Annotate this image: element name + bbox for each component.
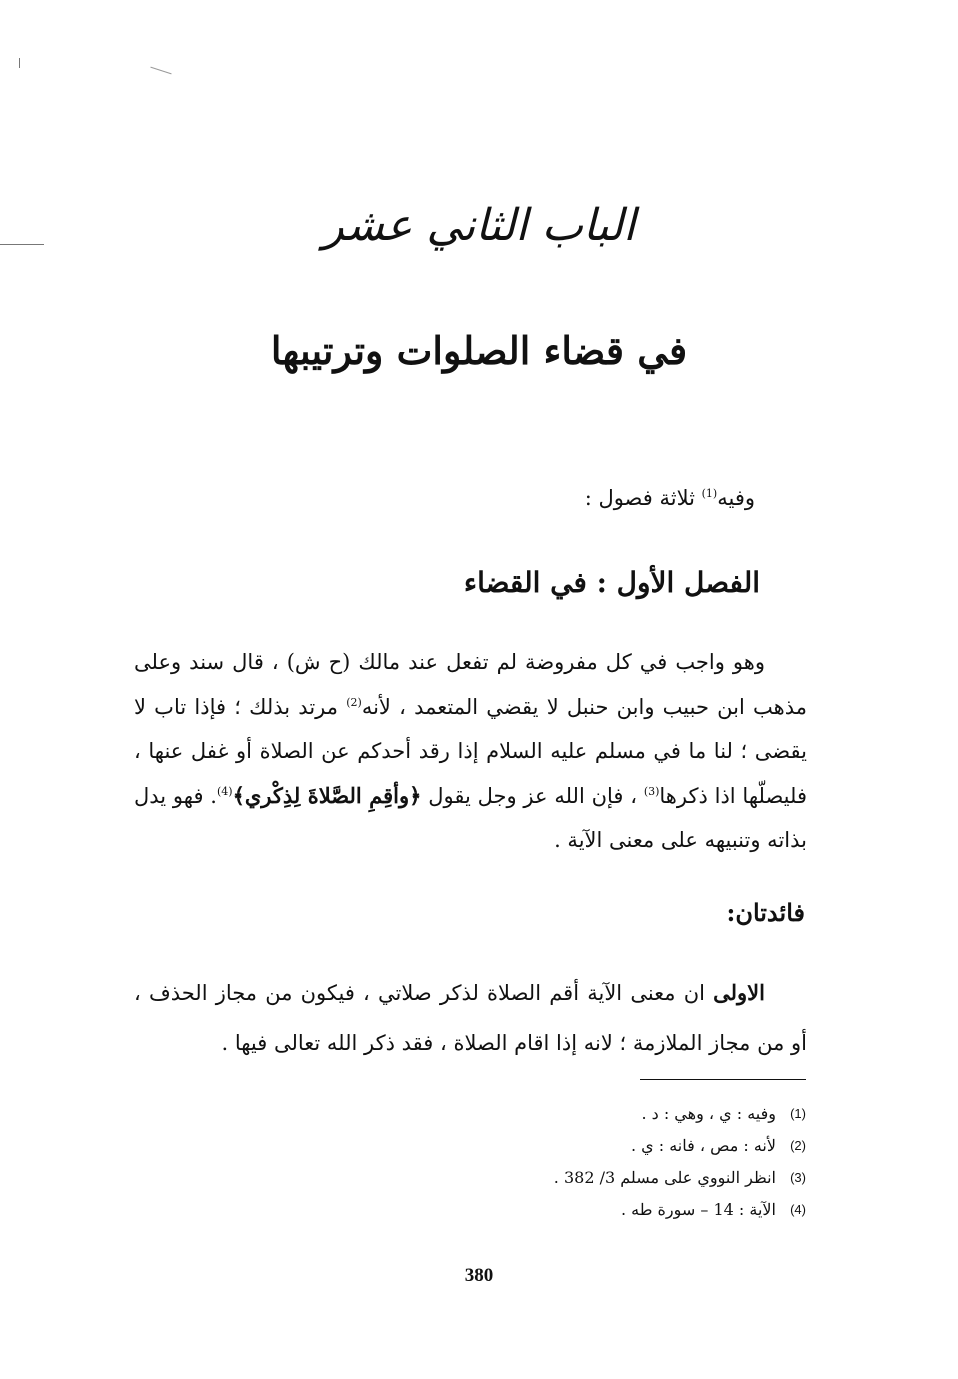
footnote-number: (3) [790,1170,806,1185]
body-text: ، فإن الله عز وجل يقول [421,783,644,808]
footnote-ref: (1) [701,487,718,500]
footnote-number: (2) [790,1138,806,1153]
footnote-item [306,1130,806,1162]
body-paragraph [134,640,807,863]
footnote-text: الآية : 14 – سورة طه . [620,1200,776,1219]
footnote-item [306,1194,806,1226]
benefits-paragraph [134,968,807,1068]
footnote-text: انظر النووي على مسلم 3/ 382 . [553,1168,776,1187]
footnote-number: (1) [790,1106,806,1121]
scan-edge-mark [19,58,20,68]
footnote-item [306,1162,806,1194]
benefits-title: فائدتان: [726,898,805,927]
intro-text: ثلاثة فصول : [584,486,702,510]
page-number: 380 [464,1265,494,1286]
footnote-number: (4) [790,1202,806,1217]
footnote-ref: (4) [216,784,233,798]
footnotes [306,1098,806,1226]
body-text: وهو واجب في كل مفروضة لم تفعل عند مالك (ح ش) ، قال سند وعلى مذهب ابن حبيب وابن حنبل لا يقضي المتعمد ، لأنه [134,650,807,719]
body-text: مرتد بذلك ؛ فإذا تاب لا يقضى ؛ لنا ما في مسلم عليه السلام إذا رقد أحدكم عن الصلاة أو غفل عنها ، فليصلّها اذا ذكرها [134,694,807,808]
intro-line [155,486,755,510]
footnote-text: لأنه : مص ، فانه : ي . [630,1136,776,1155]
footnote-ref: (3) [643,784,660,798]
benefit-lead: الاولى [713,980,765,1005]
footnote-ref: (2) [346,695,362,709]
footnote-divider [640,1079,806,1080]
chapter-title: في قضاء الصلوات وترتيبها [270,328,688,373]
chapter-heading: الباب الثاني عشر [322,200,636,251]
benefit-text: ان معنى الآية أقم الصلاة لذكر صلاتي ، فيكون من مجاز الحذف ، أو من مجاز الملازمة ؛ لانه إذا اقام الصلاة ، فقد ذكر الله تعالى فيها . [134,981,807,1055]
section-title: الفصل الأول : في القضاء [463,566,760,599]
scan-edge-mark [150,67,171,75]
quran-quote: ﴿وأقِمِ الصَّلاةَ لِذِكْري﴾ [232,782,422,808]
footnote-item [306,1098,806,1130]
body-text: . فهو يدل بذاته وتنبيهه على معنى الآية . [134,783,807,852]
intro-text: وفيه [717,486,755,510]
footnote-text: وفيه : ي ، وهي : د . [641,1104,776,1123]
